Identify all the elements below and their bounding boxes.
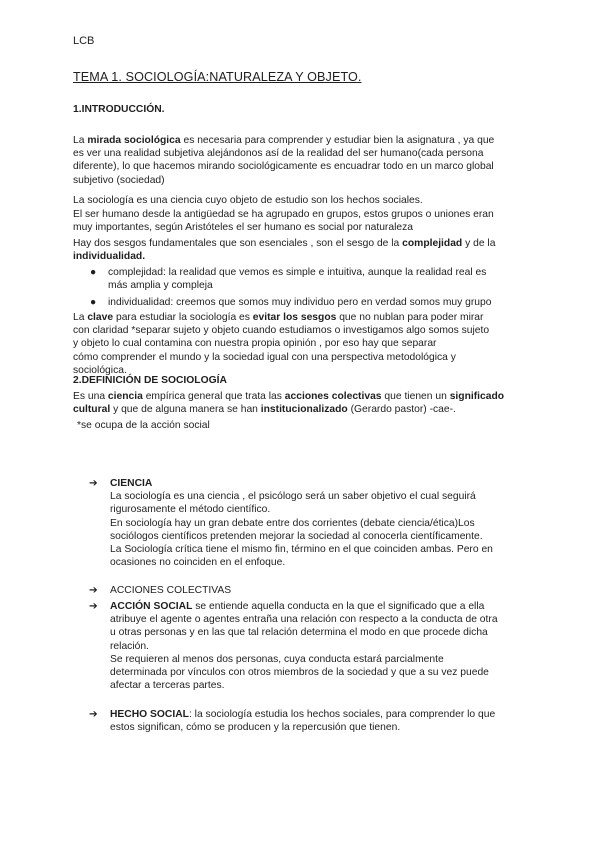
section-heading-definicion: 2.DEFINICIÓN DE SOCIOLOGÍA	[73, 375, 227, 386]
note-accion-social: *se ocupa de la acción social	[77, 420, 210, 431]
arrow-icon: ➔	[89, 709, 98, 720]
paragraph-sesgos: Hay dos sesgos fundamentales que son esenciales , son el sesgo de la complejidad y de la individualidad.	[73, 238, 496, 263]
paragraph-clave: La clave para estudiar la sociología es evitar los sesgos que no nublan para poder mirar con claridad *separar sujeto y objeto cuando estudiamos o investigamos algo somos sujeto y objeto lo cual contamina con nuestra propia opinión , por eso hay que separar cómo comprender el mundo y la sociedad igual con una perspectiva metodológica y sociológica.	[73, 312, 490, 376]
arrow-icon: ➔	[89, 585, 98, 596]
paragraph-ciencia-hechos: La sociología es una ciencia cuyo objeto de estudio son los hechos sociales.	[73, 195, 423, 206]
bullet-icon: ●	[90, 267, 97, 278]
document-header: LCB	[73, 35, 95, 47]
arrow-icon: ➔	[89, 478, 98, 489]
arrow-icon: ➔	[89, 601, 98, 612]
paragraph-definicion: Es una ciencia empírica general que trata las acciones colectivas que tienen un significado cultural y que de alguna manera se han institucionalizado (Gerardo pastor) -cae-.	[73, 391, 505, 416]
bullet-icon: ●	[90, 297, 97, 308]
paragraph-mirada-sociologica: La mirada sociológica es necesaria para comprender y estudiar bien la asignatura , ya que es ver una realidad subjetiva alejándonos así de la realidad del ser humano(cada persona diferente), lo que hacemos mirando sociológicamente es encuadrar todo en un marco global subjetivo (sociedad)	[73, 135, 495, 186]
section-heading-introduccion: 1.INTRODUCCIÓN.	[73, 104, 165, 115]
document-title: TEMA 1. SOCIOLOGÍA:NATURALEZA Y OBJETO.	[73, 70, 362, 84]
paragraph-ser-humano: El ser humano desde la antigüedad se ha agrupado en grupos, estos grupos o uniones eran muy importantes, según Aristóteles el ser humano es social por naturaleza	[73, 209, 494, 234]
